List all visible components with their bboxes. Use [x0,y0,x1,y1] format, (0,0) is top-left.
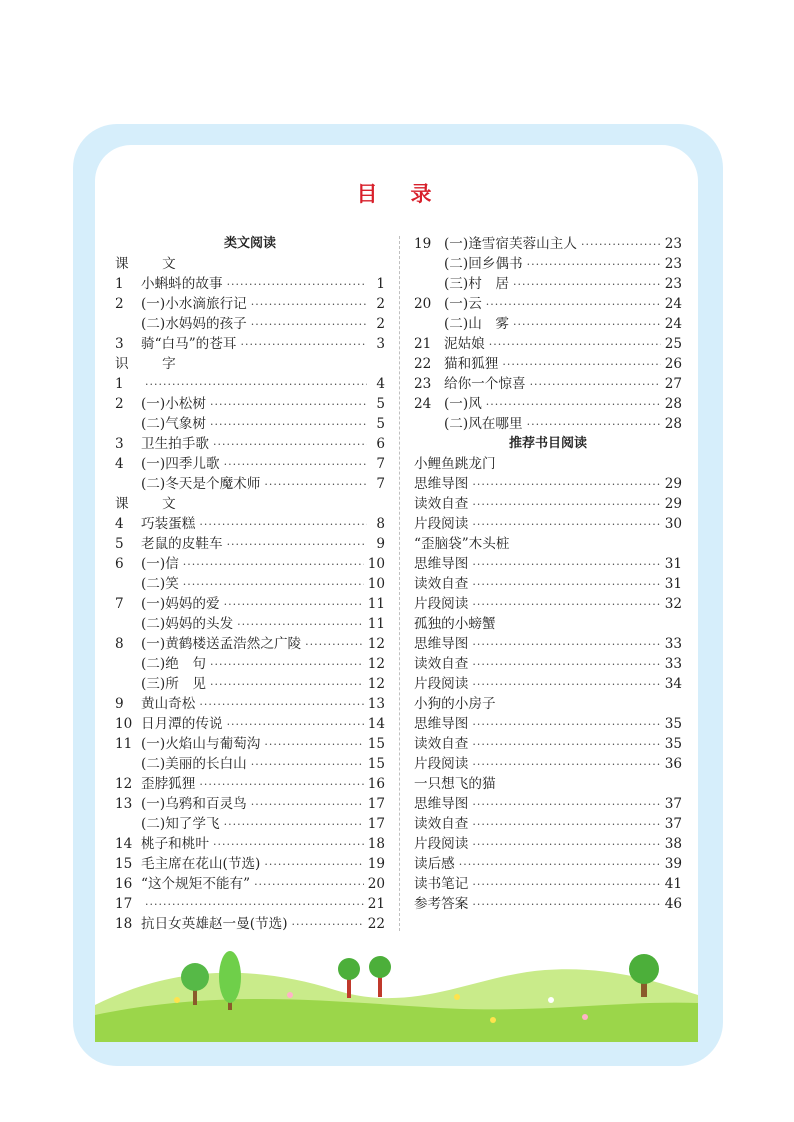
toc-section-heading [115,234,385,254]
entry-page-number: 46 [664,896,682,912]
entry-title: 黄山奇松 [141,696,196,712]
entry-title: 片段阅读 [414,756,469,772]
dot-leader [292,915,364,935]
entry-title: 猫和狐狸 [444,356,499,372]
entry-page-number: 7 [376,476,385,492]
toc-right-column [414,234,682,914]
dot-leader [472,595,660,615]
dot-leader [472,795,660,815]
entry-number: 20 [414,296,432,312]
entry-page-number: 27 [664,376,682,392]
entry-page-number: 23 [664,236,682,252]
toc-entry[interactable] [414,354,682,374]
entry-title: (二)绝 句 [141,656,206,672]
entry-page-number: 15 [367,756,385,772]
entry-title: (三)村 居 [444,276,509,292]
toc-entry[interactable] [414,474,682,494]
entry-title: (二)气象树 [141,416,206,432]
entry-number: 23 [414,376,432,392]
toc-entry[interactable] [115,294,385,314]
entry-number: 8 [115,636,124,652]
entry-title: 片段阅读 [414,836,469,852]
toc-entry[interactable] [115,854,385,874]
entry-page-number: 39 [664,856,682,872]
entry-page-number: 17 [367,796,385,812]
toc-book-title [414,534,682,554]
toc-entry[interactable] [115,874,385,894]
book-title-label: 小鲤鱼跳龙门 [414,456,496,472]
entry-page-number: 12 [367,656,385,672]
dot-leader [199,695,363,715]
toc-entry[interactable] [115,454,385,474]
category-label: 识 字 [115,356,186,372]
toc-entry[interactable] [414,814,682,834]
entry-page-number: 16 [367,776,385,792]
toc-entry[interactable] [414,294,682,314]
entry-title: (一)妈妈的爱 [141,596,220,612]
dot-leader [145,895,364,915]
dot-leader [513,275,661,295]
entry-number: 3 [115,336,124,352]
entry-title: (一)逢雪宿芙蓉山主人 [444,236,577,252]
dot-leader [472,875,660,895]
entry-page-number: 31 [664,556,682,572]
toc-entry[interactable] [115,894,385,914]
toc-entry[interactable] [414,754,682,774]
entry-page-number: 15 [367,736,385,752]
toc-entry[interactable] [414,654,682,674]
entry-title: 泥姑娘 [444,336,485,352]
entry-page-number: 17 [367,816,385,832]
toc-book-title [414,694,682,714]
toc-entry[interactable] [414,714,682,734]
toc-entry[interactable] [414,874,682,894]
dot-leader [502,355,660,375]
entry-page-number: 37 [664,816,682,832]
entry-page-number: 11 [367,616,385,632]
dot-leader [581,235,661,255]
entry-page-number: 25 [664,336,682,352]
entry-number: 7 [115,596,124,612]
toc-entry[interactable] [115,694,385,714]
entry-page-number: 5 [376,416,385,432]
entry-number: 14 [115,836,133,852]
toc-category [115,494,385,514]
toc-entry[interactable] [115,914,385,934]
entry-title: 骑“白马”的苍耳 [141,336,237,352]
entry-title: 读后感 [414,856,455,872]
column-divider [399,236,400,931]
entry-title: 参考答案 [414,896,469,912]
toc-entry[interactable] [115,594,385,614]
entry-page-number: 29 [664,496,682,512]
dot-leader [472,555,660,575]
toc-entry[interactable] [115,514,385,534]
entry-page-number: 3 [376,336,385,352]
entry-title: 思维导图 [414,476,469,492]
entry-title: 老鼠的皮鞋车 [141,536,223,552]
entry-page-number: 28 [664,396,682,412]
toc-entry[interactable] [414,574,682,594]
entry-page-number: 2 [376,316,385,332]
tree-icon-middle-pair [338,956,391,998]
toc-entry[interactable] [115,534,385,554]
toc-entry[interactable] [115,734,385,754]
entry-page-number: 14 [367,716,385,732]
entry-title: 给你一个惊喜 [444,376,526,392]
entry-page-number: 11 [367,596,385,612]
dot-leader [459,855,661,875]
toc-entry[interactable] [115,614,385,634]
dot-leader [472,635,660,655]
entry-title: (二)风在哪里 [444,416,523,432]
toc-entry[interactable] [414,374,682,394]
entry-title: 毛主席在花山(节选) [141,856,261,872]
entry-page-number: 12 [367,636,385,652]
toc-entry[interactable] [414,234,682,254]
entry-page-number: 1 [376,276,385,292]
entry-page-number: 30 [664,516,682,532]
toc-book-title [414,774,682,794]
dot-leader [472,675,660,695]
dot-leader [251,755,364,775]
toc-entry[interactable] [115,414,385,434]
toc-entry[interactable] [414,274,682,294]
entry-page-number: 26 [664,356,682,372]
toc-entry[interactable] [115,654,385,674]
toc-entry[interactable] [414,834,682,854]
entry-title: 歪脖狐狸 [141,776,196,792]
toc-entry[interactable] [115,754,385,774]
entry-title: 小蝌蚪的故事 [141,276,223,292]
entry-number: 13 [115,796,133,812]
entry-title: (一)小水滴旅行记 [141,296,247,312]
toc-entry[interactable] [414,594,682,614]
entry-page-number: 21 [367,896,385,912]
dot-leader [305,635,364,655]
dot-leader [486,295,661,315]
entry-number: 5 [115,536,124,552]
entry-page-number: 5 [376,396,385,412]
entry-title: (一)黄鹤楼送孟浩然之广陵 [141,636,302,652]
entry-title: 片段阅读 [414,516,469,532]
dot-leader [251,795,364,815]
entry-number: 9 [115,696,124,712]
entry-title: 片段阅读 [414,676,469,692]
entry-title: 读效自查 [414,576,469,592]
entry-page-number: 33 [664,636,682,652]
toc-entry[interactable] [115,794,385,814]
entry-title: (二)笑 [141,576,179,592]
dot-leader [213,835,364,855]
toc-book-title [414,454,682,474]
entry-title: (一)云 [444,296,482,312]
dot-leader [472,475,660,495]
dot-leader [513,315,661,335]
toc-entry[interactable] [414,514,682,534]
meadow-illustration [95,945,698,1042]
dot-leader [210,395,367,415]
book-title-label: 孤独的小螃蟹 [414,616,496,632]
entry-title: 读效自查 [414,816,469,832]
toc-entry[interactable] [414,334,682,354]
entry-number: 3 [115,436,124,452]
entry-title: (二)冬天是个魔术师 [141,476,261,492]
front-hill [95,999,698,1042]
entry-page-number: 28 [664,416,682,432]
entry-title: 读效自查 [414,656,469,672]
entry-page-number: 24 [664,296,682,312]
entry-title: 片段阅读 [414,596,469,612]
dot-leader [183,575,364,595]
dot-leader [486,395,661,415]
entry-title: 读书笔记 [414,876,469,892]
dot-leader [472,715,660,735]
entry-page-number: 18 [367,836,385,852]
entry-number: 1 [115,276,124,292]
toc-entry[interactable] [115,374,385,394]
category-label: 课 文 [115,256,186,272]
entry-title: 思维导图 [414,556,469,572]
book-title-label: 小狗的小房子 [414,696,496,712]
toc-entry[interactable] [115,314,385,334]
entry-page-number: 29 [664,476,682,492]
entry-title: 桃子和桃叶 [141,836,209,852]
entry-page-number: 33 [664,656,682,672]
entry-number: 17 [115,896,133,912]
toc-entry[interactable] [414,674,682,694]
entry-number: 22 [414,356,432,372]
toc-entry[interactable] [414,554,682,574]
entry-page-number: 32 [664,596,682,612]
entry-title: 思维导图 [414,796,469,812]
dot-leader [472,835,660,855]
toc-entry[interactable] [115,814,385,834]
dot-leader [472,655,660,675]
entry-number: 4 [115,456,124,472]
entry-page-number: 12 [367,676,385,692]
dot-leader [472,755,660,775]
dot-leader [527,415,661,435]
toc-entry[interactable] [414,394,682,414]
dot-leader [527,255,661,275]
entry-title: (二)美丽的长白山 [141,756,247,772]
entry-page-number: 38 [664,836,682,852]
toc-entry[interactable] [414,734,682,754]
entry-title: (二)水妈妈的孩子 [141,316,247,332]
toc-entry[interactable] [414,634,682,654]
toc-entry[interactable] [414,854,682,874]
dot-leader [145,375,367,395]
entry-title: 读效自查 [414,496,469,512]
entry-page-number: 36 [664,756,682,772]
dot-leader [472,735,660,755]
toc-entry[interactable] [115,674,385,694]
entry-number: 2 [115,396,124,412]
dot-leader [530,375,661,395]
toc-category [115,254,385,274]
toc-entry[interactable] [414,314,682,334]
dot-leader [224,595,364,615]
entry-number: 19 [414,236,432,252]
entry-title: (二)妈妈的头发 [141,616,234,632]
dot-leader [251,295,367,315]
toc-entry[interactable] [414,254,682,274]
dot-leader [213,435,367,455]
dot-leader [227,535,367,555]
dot-leader [227,715,364,735]
entry-number: 15 [115,856,133,872]
entry-title: (一)小松树 [141,396,206,412]
entry-page-number: 2 [376,296,385,312]
toc-entry[interactable] [115,334,385,354]
entry-number: 12 [115,776,133,792]
section-label: 类文阅读 [223,236,276,251]
entry-page-number: 10 [367,576,385,592]
entry-title: (一)四季儿歌 [141,456,220,472]
entry-title: (一)风 [444,396,482,412]
dot-leader [264,855,363,875]
page-title: 目 录 [356,181,438,206]
entry-title: 卫生拍手歌 [141,436,209,452]
toc-left-column [115,234,385,934]
entry-page-number: 4 [376,376,385,392]
dot-leader [199,515,367,535]
entry-page-number: 37 [664,796,682,812]
dot-leader [472,495,660,515]
toc-entry[interactable] [115,834,385,854]
entry-page-number: 23 [664,276,682,292]
dot-leader [227,275,367,295]
dot-leader [264,475,367,495]
entry-title: (三)所 见 [141,676,206,692]
entry-title: (二)知了学飞 [141,816,220,832]
entry-number: 11 [115,736,133,752]
entry-page-number: 20 [367,876,385,892]
entry-title: 思维导图 [414,716,469,732]
entry-page-number: 41 [664,876,682,892]
entry-title: “这个规矩不能有” [141,876,251,892]
toc-entry[interactable] [115,634,385,654]
entry-title: (一)乌鸦和百灵鸟 [141,796,247,812]
entry-number: 18 [115,916,133,932]
toc-entry[interactable] [115,274,385,294]
toc-entry[interactable] [115,714,385,734]
dot-leader [183,555,364,575]
toc-category [115,354,385,374]
dot-leader [210,415,367,435]
dot-leader [264,735,363,755]
entry-page-number: 19 [367,856,385,872]
toc-entry[interactable] [115,774,385,794]
entry-number: 2 [115,296,124,312]
dot-leader [210,655,364,675]
entry-page-number: 23 [664,256,682,272]
entry-number: 24 [414,396,432,412]
book-title-label: 一只想飞的猫 [414,776,496,792]
section-label: 推荐书目阅读 [508,436,587,451]
toc-entry[interactable] [115,394,385,414]
entry-title: 巧装蛋糕 [141,516,196,532]
entry-number: 16 [115,876,133,892]
dot-leader [224,815,364,835]
entry-page-number: 6 [376,436,385,452]
toc-entry[interactable] [414,494,682,514]
toc-book-title [414,614,682,634]
entry-page-number: 7 [376,456,385,472]
dot-leader [199,775,363,795]
entry-number: 1 [115,376,124,392]
entry-page-number: 8 [376,516,385,532]
toc-entry[interactable] [115,474,385,494]
dot-leader [472,575,660,595]
dot-leader [472,515,660,535]
category-label: 课 文 [115,496,186,512]
dot-leader [489,335,661,355]
toc-section-heading [414,434,682,454]
dot-leader [237,615,364,635]
entry-page-number: 35 [664,716,682,732]
dot-leader [254,875,364,895]
toc-entry[interactable] [414,894,682,914]
entry-number: 4 [115,516,124,532]
dot-leader [251,315,367,335]
entry-page-number: 10 [367,556,385,572]
entry-page-number: 35 [664,736,682,752]
entry-title: 读效自查 [414,736,469,752]
entry-page-number: 13 [367,696,385,712]
entry-page-number: 24 [664,316,682,332]
entry-page-number: 34 [664,676,682,692]
dot-leader [472,815,660,835]
toc-entry[interactable] [414,414,682,434]
toc-entry[interactable] [115,554,385,574]
entry-title: (一)火焰山与葡萄沟 [141,736,261,752]
toc-entry[interactable] [115,574,385,594]
entry-page-number: 9 [376,536,385,552]
entry-title: 日月潭的传说 [141,716,223,732]
dot-leader [472,895,660,915]
entry-title: 抗日女英雄赵一曼(节选) [141,916,288,932]
dot-leader [224,455,367,475]
entry-number: 21 [414,336,432,352]
dot-leader [210,675,364,695]
entry-title: (二)山 雾 [444,316,509,332]
entry-page-number: 31 [664,576,682,592]
toc-entry[interactable] [115,434,385,454]
entry-number: 10 [115,716,133,732]
entry-number: 6 [115,556,124,572]
toc-entry[interactable] [414,794,682,814]
entry-title: (一)信 [141,556,179,572]
entry-title: (二)回乡偶书 [444,256,523,272]
entry-page-number: 22 [367,916,385,932]
entry-title: 思维导图 [414,636,469,652]
dot-leader [240,335,367,355]
book-title-label: “歪脑袋”木头桩 [414,536,510,552]
